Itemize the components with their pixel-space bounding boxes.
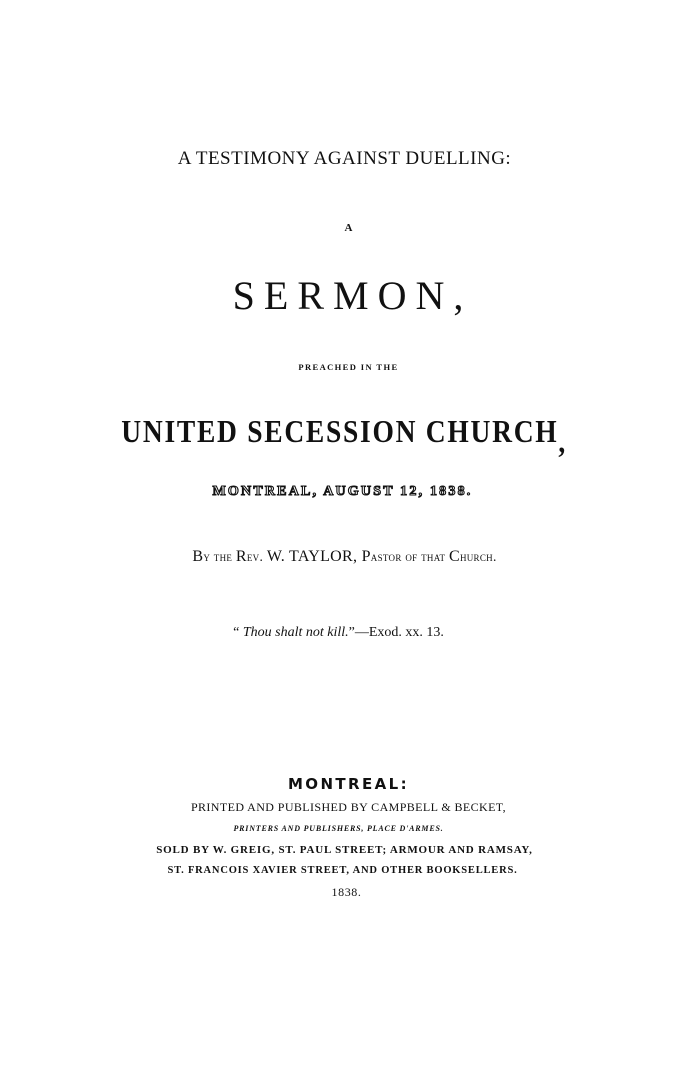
imprint-sold-by-continued: ST. FRANCOIS XAVIER STREET, AND OTHER BOOKSELLERS.	[167, 865, 518, 876]
imprint-sold-by: SOLD BY W. GREIG, ST. PAUL STREET; ARMOUR AND RAMSAY,	[156, 844, 533, 856]
author-by-rest: y the	[203, 549, 236, 564]
church-comma: ,	[558, 423, 568, 459]
church-name	[48, 413, 641, 459]
imprint-printer: PRINTED AND PUBLISHED BY CAMPBELL & BECKET,	[190, 800, 507, 814]
imprint-year: 1838.	[331, 885, 362, 899]
author-pastor-initial: P	[361, 548, 371, 565]
preached-in-line: PREACHED IN THE	[298, 362, 399, 372]
epigraph-open-quote: “	[233, 625, 243, 640]
author-by-initial: B	[192, 548, 204, 565]
author-name: W. TAYLOR,	[266, 548, 362, 565]
book-title: A TESTIMONY AGAINST DUELLING:	[177, 148, 512, 169]
place-date-line: MONTREAL, AUGUST 12, 1838.	[212, 484, 473, 499]
sermon-heading	[8, 272, 689, 319]
epigraph-reference: ”—Exod. xx. 13.	[348, 625, 444, 640]
epigraph-quote: Thou shalt not kill.	[242, 625, 349, 640]
author-church-initial: C	[448, 548, 460, 565]
author-rev-rest: ev.	[246, 549, 267, 564]
author-line	[0, 548, 689, 566]
author-pastor-rest: astor of that	[370, 549, 449, 564]
author-rev-initial: R	[235, 548, 247, 565]
article-a: A	[344, 222, 353, 234]
sermon-comma: ,	[453, 273, 473, 318]
sermon-word: SERMON	[232, 273, 454, 318]
author-church-rest: hurch.	[459, 549, 497, 564]
imprint-place: MONTREAL:	[287, 775, 410, 793]
imprint-printers-note: PRINTERS AND PUBLISHERS, PLACE D'ARMES.	[233, 824, 444, 833]
church-name-text: UNITED SECESSION CHURCH	[121, 413, 559, 449]
epigraph	[0, 625, 683, 641]
